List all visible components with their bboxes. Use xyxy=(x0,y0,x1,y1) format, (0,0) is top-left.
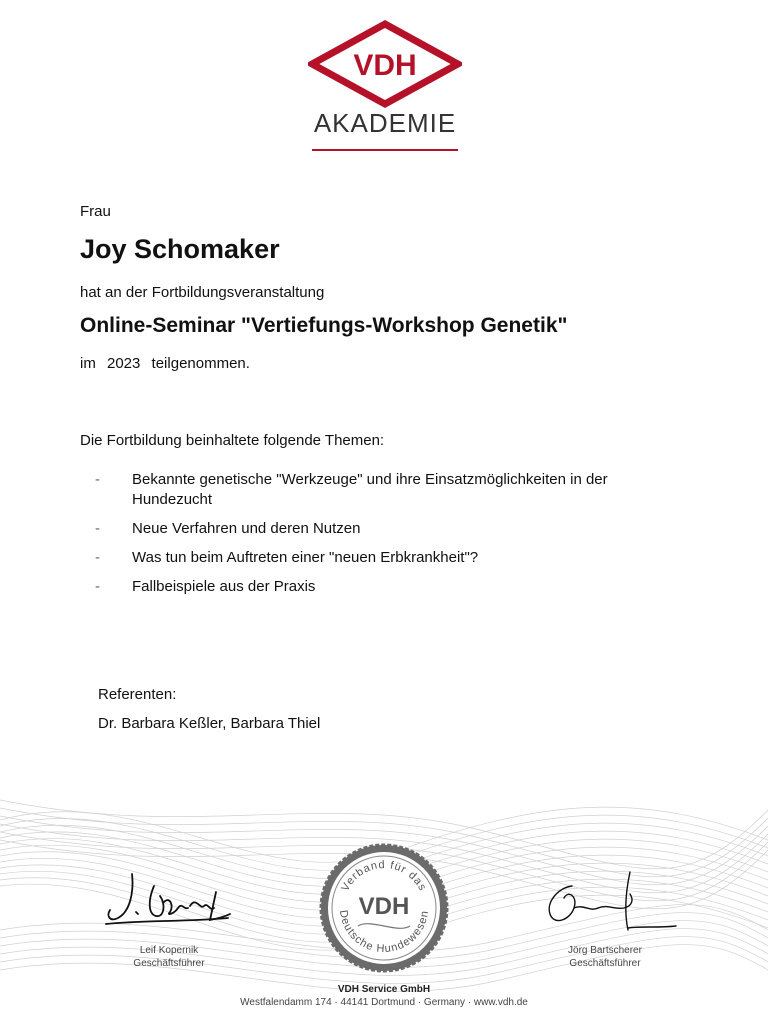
participant-name: Joy Schomaker xyxy=(80,234,280,264)
topic-text: Was tun beim Auftreten einer "neuen Erbkrankheit"? xyxy=(132,549,479,566)
year-line xyxy=(80,355,257,372)
year-suffix: teilgenommen. xyxy=(151,355,250,372)
signer-left-name: Leif Kopernik xyxy=(139,945,199,956)
event-title: Online-Seminar "Vertiefungs-Workshop Genetik" xyxy=(80,314,568,337)
seal-center-text: VDH xyxy=(358,893,410,920)
topics-list xyxy=(95,470,695,606)
footer-company: VDH Service GmbH xyxy=(337,984,431,995)
seal-top-text: Verband für das xyxy=(339,858,429,894)
referents-names: Dr. Barbara Keßler, Barbara Thiel xyxy=(98,715,321,732)
signature-left xyxy=(104,866,232,932)
topic-text: Neue Verfahren und deren Nutzen xyxy=(132,520,361,537)
topic-text: Bekannte genetische "Werkzeuge" und ihre Einsatzmöglichkeiten in der Hundezucht xyxy=(132,471,608,508)
bullet-dash: - xyxy=(95,520,100,537)
topic-text: Fallbeispiele aus der Praxis xyxy=(132,578,316,595)
list-item xyxy=(95,470,695,510)
list-item xyxy=(95,519,695,539)
referents-label: Referenten: xyxy=(98,686,177,703)
signer-right-name: Jörg Bartscherer xyxy=(568,945,642,956)
logo-subtitle: AKADEMIE xyxy=(313,108,457,138)
topics-intro: Die Fortbildung beinhaltete folgende Themen: xyxy=(80,432,385,449)
salutation: Frau xyxy=(80,203,111,220)
signer-right-role: Geschäftsführer xyxy=(569,958,641,969)
intro-text: hat an der Fortbildungsveranstaltung xyxy=(80,284,325,301)
vdh-akademie-logo xyxy=(308,20,462,154)
year-prefix: im xyxy=(80,355,96,372)
signature-right xyxy=(528,868,678,938)
footer-address: Westfalendamm 174 · 44141 Dortmund · Germany · www.vdh.de xyxy=(240,997,528,1008)
year: 2023 xyxy=(107,355,141,372)
bullet-dash: - xyxy=(95,471,100,488)
bullet-dash: - xyxy=(95,578,100,595)
bullet-dash: - xyxy=(95,549,100,566)
logo-mark-text: VDH xyxy=(353,49,417,82)
seal-bottom-text: Deutsche Hundewesen xyxy=(336,909,432,956)
list-item xyxy=(95,548,695,568)
vdh-seal xyxy=(318,842,450,974)
list-item xyxy=(95,577,695,597)
signer-left-role: Geschäftsführer xyxy=(133,958,205,969)
